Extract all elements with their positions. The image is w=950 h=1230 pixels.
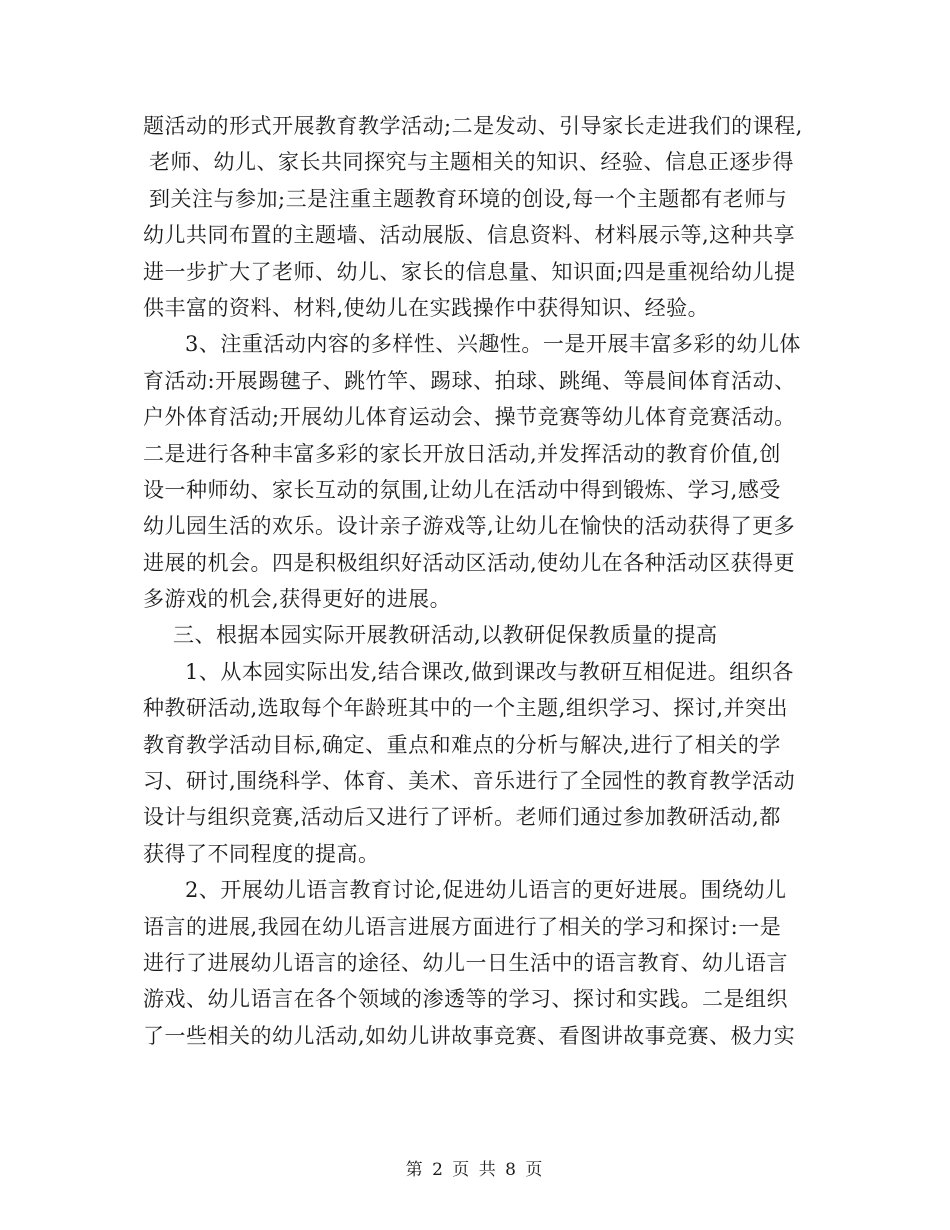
text-line: 进展的机会。四是积极组织好活动区活动,使幼儿在各种活动区获得更 — [143, 550, 796, 575]
text-line: 设计与组织竞赛,活动后又进行了评析。老师们通过参加教研活动,都 — [143, 805, 781, 830]
text-line: 多游戏的机会,获得更好的进展。 — [143, 587, 452, 612]
text-line: 老师、幼儿、家长共同探究与主题相关的知识、经验、信息正逐步得 — [149, 150, 794, 175]
text-line: 习、研讨,围绕科学、体育、美术、音乐进行了全园性的教育教学活动 — [143, 769, 796, 794]
text-line: 语言的进展,我园在幼儿语言进展方面进行了相关的学习和探讨:一是 — [143, 914, 782, 939]
text-line: 幼儿园生活的欢乐。设计亲子游戏等,让幼儿在愉快的活动获得了更多 — [143, 514, 796, 539]
paragraph-start-line: 3、注重活动内容的多样性、兴趣性。一是开展丰富多彩的幼儿体 — [185, 332, 801, 357]
text-line: 了一些相关的幼儿活动,如幼儿讲故事竞赛、看图讲故事竞赛、极力实 — [143, 1023, 796, 1048]
text-line: 题活动的形式开展教育教学活动;二是发动、引导家长走进我们的课程, — [143, 114, 803, 138]
text-line: 二是进行各种丰富多彩的家长开放日活动,并发挥活动的教育价值,创 — [143, 441, 781, 466]
text-line: 游戏、幼儿语言在各个领域的渗透等的学习、探讨和实践。二是组织 — [143, 987, 788, 1012]
text-line: 供丰富的资料、材料,使幼儿在实践操作中获得知识、经验。 — [143, 295, 710, 320]
text-line: 种教研活动,选取每个年龄班其中的一个主题,组织学习、探讨,并突出 — [143, 696, 789, 721]
text-line: 进一步扩大了老师、幼儿、家长的信息量、知识面;四是重视给幼儿提 — [143, 259, 796, 284]
text-line: 设一种师幼、家长互动的氛围,让幼儿在活动中得到锻炼、学习,感受 — [143, 477, 781, 502]
text-line: 育活动:开展踢毽子、跳竹竿、踢球、拍球、跳绳、等晨间体育活动、 — [143, 368, 796, 393]
paragraph-start-line: 1、从本园实际出发,结合课改,做到课改与教研互相促进。组织各 — [185, 659, 794, 684]
paragraph-start-line: 2、开展幼儿语言教育讨论,促进幼儿语言的更好进展。围绕幼儿 — [185, 878, 787, 903]
text-line: 户外体育活动;开展幼儿体育运动会、操节竞赛等幼儿体育竞赛活动。 — [143, 405, 796, 430]
text-line: 教育教学活动目标,确定、重点和难点的分析与解决,进行了相关的学 — [143, 732, 781, 757]
page-number-footer: 第 2 页 共 8 页 — [405, 1160, 545, 1180]
section-heading: 三、根据本园实际开展教研活动,以教研促保教质量的提高 — [173, 623, 718, 648]
text-line: 幼儿共同布置的主题墙、活动展版、信息资料、材料展示等,这种共享 — [143, 223, 796, 248]
text-line: 进行了进展幼儿语言的途径、幼儿一日生活中的语言教育、幼儿语言 — [143, 950, 788, 975]
text-line: 到关注与参加;三是注重主题教育环境的创设,每一个主题都有老师与 — [149, 186, 788, 211]
text-line: 获得了不同程度的提高。 — [143, 841, 380, 866]
document-body — [143, 108, 803, 1054]
